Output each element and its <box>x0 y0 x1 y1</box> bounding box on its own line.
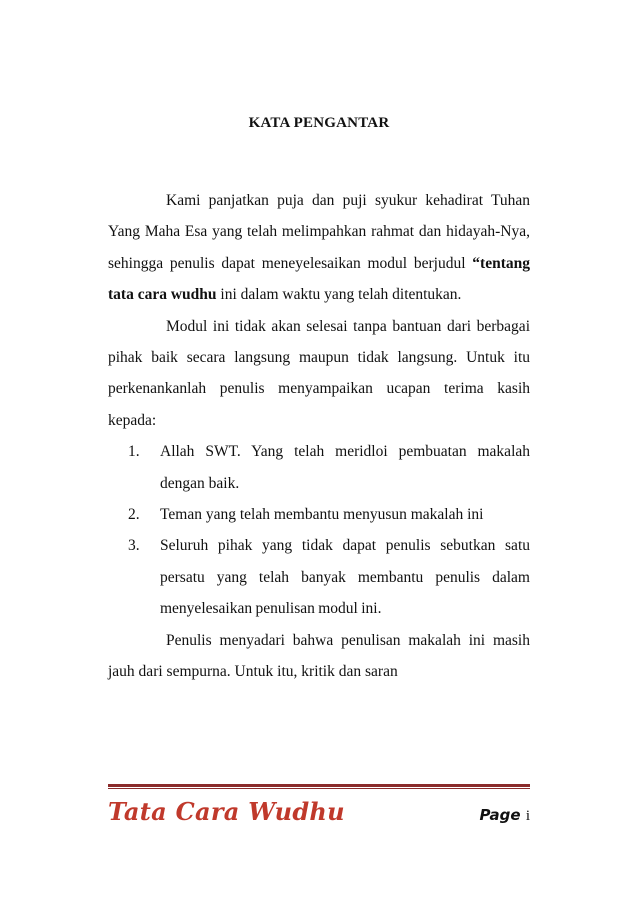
page-title: KATA PENGANTAR <box>248 115 390 131</box>
list-item-text: Teman yang telah membantu menyusun makalah ini <box>160 506 484 524</box>
list-item <box>108 499 530 530</box>
footer-page-value: i <box>525 808 530 824</box>
paragraph-thanks: Modul ini tidak akan selesai tanpa bantuan dari berbagai pihak baik secara langsung maupun tidak langsung. Untuk itu perkenankanlah penulis menyampaikan ucapan terima kasih kepada: <box>108 317 530 429</box>
paragraph-intro-tail: ini dalam waktu yang telah ditentukan. <box>216 286 462 304</box>
module-title-bold: “tentang tata cara wudhu <box>108 254 530 304</box>
list-item-number: 2. <box>128 506 140 524</box>
list-item-text: Allah SWT. Yang telah meridloi pembuatan makalah dengan baik. <box>160 443 530 492</box>
paragraph-closing: Penulis menyadari bahwa penulisan makalah ini masih jauh dari sempurna. Untuk itu, kritik dan saran <box>108 631 530 681</box>
list-item-number: 3. <box>128 537 140 555</box>
paragraph-intro-text: Kami panjatkan puja dan puji syukur kehadirat Tuhan Yang Maha Esa yang telah melimpahkan rahmat dan hidayah-Nya, sehingga penulis dapat meneyelesaikan modul berjudul <box>108 192 530 272</box>
footer-page-number <box>480 805 530 826</box>
list-item <box>108 530 530 624</box>
paragraph-intro <box>108 185 530 311</box>
footer-rule-thick <box>108 784 530 787</box>
list-item-text: Seluruh pihak yang tidak dapat penulis sebutkan satu persatu yang telah banyak membantu penulis dalam menyelesaikan penulisan modul ini. <box>160 537 530 618</box>
list-item-number: 1. <box>128 443 140 461</box>
footer-title: Tata Cara Wudhu <box>108 797 345 826</box>
list-item <box>108 436 530 499</box>
footer-page-label: Page <box>479 806 521 824</box>
document-body <box>108 185 530 688</box>
footer-rule-thin <box>108 788 530 789</box>
